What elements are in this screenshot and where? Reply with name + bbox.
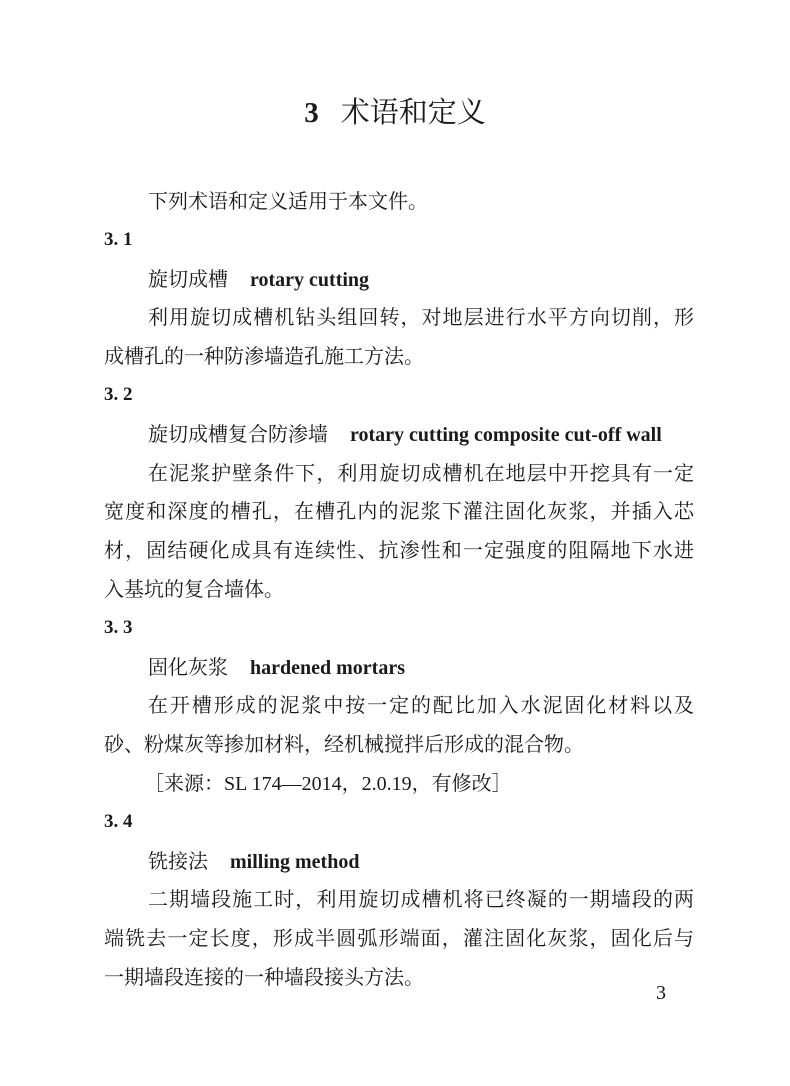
term-heading — [104, 842, 694, 881]
term-heading — [104, 415, 694, 454]
definition-line: 在开槽形成的泥浆中按一定的配比加入水泥固化材料以及 — [148, 693, 694, 718]
source-reference: SL 174—2014，2.0.19， — [224, 772, 432, 795]
clause-number: 3. 4 — [104, 810, 133, 832]
clause-number: 3. 2 — [104, 383, 133, 405]
clause-number: 3. 3 — [104, 616, 133, 638]
term-heading — [104, 648, 694, 687]
definition-line: 砂、粉煤灰等掺加材料，经机械搅拌后形成的混合物。 — [104, 732, 584, 757]
term-en: rotary cutting composite cut-off wall — [350, 423, 662, 446]
term-entry — [104, 803, 694, 997]
section-number: 3 — [304, 97, 319, 129]
clause-number: 3. 1 — [104, 228, 133, 250]
source-modified-note: 有修改 — [431, 770, 492, 795]
term-en: hardened mortars — [250, 656, 405, 679]
term-heading — [104, 260, 694, 299]
definition-line: 利用旋切成槽机钻头组回转，对地层进行水平方向切削，形 — [148, 305, 694, 330]
document-body — [104, 182, 694, 997]
source-note — [104, 764, 694, 803]
term-zh: 旋切成槽 — [148, 266, 228, 291]
definition-line: 二期墙段施工时，利用旋切成槽机将已终凝的一期墙段的两 — [148, 887, 694, 912]
term-zh: 固化灰浆 — [148, 654, 228, 679]
definition-line: 宽度和深度的槽孔，在槽孔内的泥浆下灌注固化灰浆，并插入芯 — [104, 499, 694, 524]
definition-line: 成槽孔的一种防渗墙造孔施工方法。 — [104, 344, 424, 369]
page-number: 3 — [656, 982, 666, 1004]
term-entry — [104, 609, 694, 803]
source-open: ［来源： — [144, 770, 224, 795]
definition-line: 入基坑的复合墙体。 — [104, 576, 284, 601]
definition-line: 在泥浆护壁条件下，利用旋切成槽机在地层中开挖具有一定 — [148, 460, 694, 485]
definition-line: 端铣去一定长度，形成半圆弧形端面，灌注固化灰浆，固化后与 — [104, 926, 694, 951]
term-en: milling method — [230, 850, 360, 873]
term-en: rotary cutting — [250, 268, 370, 291]
term-entry — [104, 221, 694, 376]
source-close: ］ — [491, 770, 512, 795]
section-heading — [0, 90, 790, 135]
section-title: 术语和定义 — [340, 95, 486, 129]
term-entry — [104, 376, 694, 609]
term-zh: 旋切成槽复合防渗墙 — [148, 421, 328, 446]
definition-line: 材，固结硬化成具有连续性、抗渗性和一定强度的阻隔地下水进 — [104, 538, 694, 563]
term-zh: 铣接法 — [148, 848, 208, 873]
intro-paragraph: 下列术语和定义适用于本文件。 — [148, 189, 428, 213]
definition-line: 一期墙段连接的一种墙段接头方法。 — [104, 964, 424, 989]
